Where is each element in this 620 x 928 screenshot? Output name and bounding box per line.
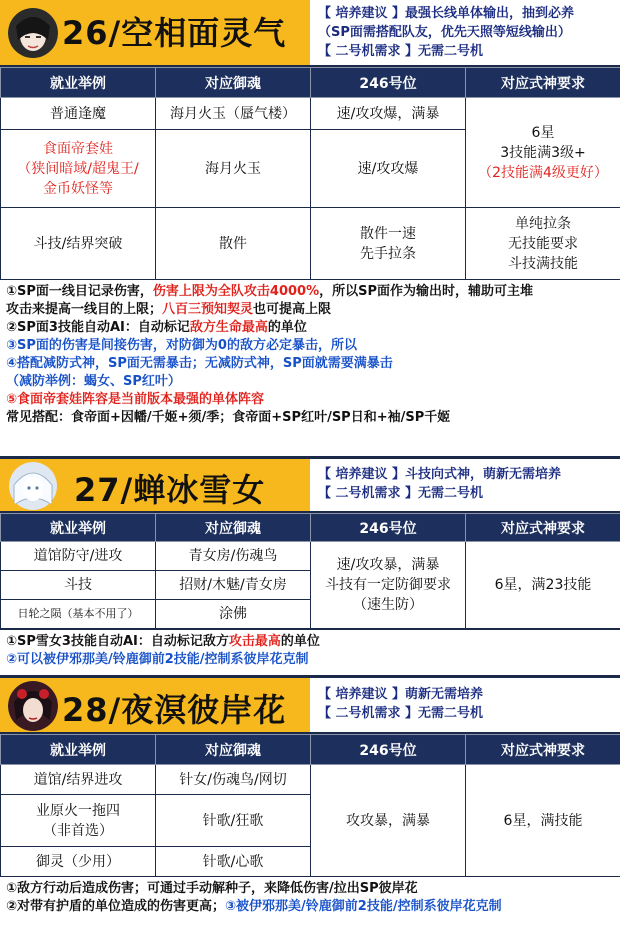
note-text: ，所以SP面作为输出时，辅助可主堆: [319, 284, 534, 299]
cell-req: 6星，满技能: [466, 765, 620, 877]
note-highlight: 伤害上限为全队攻击4000%: [152, 284, 320, 299]
note-highlight: 攻击最高: [228, 634, 281, 649]
col-header: 对应御魂: [156, 735, 311, 765]
note: ①敌方行动后造成伤害；可通过手动解种子，来降低伤害/拉出SP彼岸花: [6, 881, 418, 896]
page-title: 26/空相面灵气: [62, 14, 287, 52]
cell-example: 日轮之陨（基本不用了）: [1, 600, 156, 629]
cell-example: 普通逢魔: [1, 98, 156, 130]
cell-req: [466, 98, 620, 208]
note-text: 也可提高上限: [253, 302, 332, 317]
table-row: [1, 208, 620, 280]
advice-line: 【 培养建议 】萌新无需培养: [318, 687, 484, 702]
cell-example: 道馆/结界进攻: [1, 765, 156, 795]
avatar: [8, 6, 58, 60]
advice-box: [310, 678, 620, 734]
section-28-table: [0, 734, 620, 877]
section-28-header: [0, 678, 620, 734]
cell-soul: 招财/木魅/青女房: [156, 571, 311, 600]
avatar: [8, 680, 58, 732]
col-header: 246号位: [311, 68, 466, 98]
cell-soul: 针女/伤魂鸟/网切: [156, 765, 311, 795]
note-text: 的单位: [280, 634, 320, 649]
col-header: 就业举例: [1, 735, 156, 765]
stat-line: （速生防）: [353, 597, 423, 613]
note: 常见搭配：食帝面+因幡/千姬+须/季；食帝面+SP红叶/SP日和+袖/SP千姬: [6, 410, 451, 425]
note-text: ②对带有护盾的单位造成的伤害更高；: [6, 899, 226, 914]
cell-soul: 涂佛: [156, 600, 311, 629]
note-text: 攻击来提高一线目的上限；: [6, 302, 163, 317]
note: [6, 301, 614, 319]
note: ⑤食面帝套娃阵容是当前版本最强的单体阵容: [6, 392, 265, 407]
portrait-icon: [8, 680, 58, 732]
title-box: [0, 459, 310, 513]
note-highlight: 敌方生命最高: [189, 320, 268, 335]
advice-line: （SP面需搭配队友，优先天照等短线输出）: [318, 25, 571, 40]
col-header: 对应式神要求: [466, 514, 620, 542]
stat-line: 先手拉条: [360, 245, 416, 262]
cell-stat: [311, 542, 466, 629]
cell-req: [466, 208, 620, 280]
note-text: ②SP面3技能自动AI：自动标记: [6, 320, 190, 335]
col-header: 对应御魂: [156, 68, 311, 98]
example-line: （非首选）: [43, 822, 113, 839]
cell-stat: 速/攻攻爆: [311, 130, 466, 208]
advice-box: [310, 459, 620, 513]
title-box: [0, 0, 310, 67]
table-row: [1, 765, 620, 795]
section-27-header: [0, 459, 620, 513]
example-line: 食面帝套娃: [43, 140, 113, 157]
cell-example: 斗技: [1, 571, 156, 600]
note-highlight: 八百三预知契灵: [162, 302, 254, 317]
note-text: ①SP面一线目记录伤害，: [6, 284, 153, 299]
page-title: 27/蝉冰雪女: [74, 471, 266, 509]
note-text: ①SP雪女3技能自动AI：自动标记敌方: [6, 634, 229, 649]
cell-soul: 散件: [156, 208, 311, 280]
cell-stat: 速/攻攻爆，满暴: [311, 98, 466, 130]
note: [6, 319, 614, 337]
cell-soul: 海月火玉（蜃气楼）: [156, 98, 311, 130]
avatar: [8, 461, 58, 511]
stat-line: 斗技有一定防御要求: [325, 577, 451, 593]
cell-example: [1, 130, 156, 208]
req-line: 斗技满技能: [508, 255, 578, 272]
col-header: 246号位: [311, 514, 466, 542]
advice-line: 【 二号机需求 】无需二号机: [318, 486, 484, 501]
cell-soul: 针歌/心歌: [156, 847, 311, 877]
cell-stat: 攻攻暴，满暴: [311, 765, 466, 877]
section-27-table: [0, 513, 620, 629]
cell-example: 斗技/结界突破: [1, 208, 156, 280]
col-header: 对应御魂: [156, 514, 311, 542]
req-line: （2技能满4级更好）: [478, 164, 608, 181]
stat-line: 速/攻攻暴，满暴: [336, 557, 440, 573]
advice-box: [310, 0, 620, 67]
note-text: 的单位: [267, 320, 307, 335]
section-26: [0, 0, 620, 458]
cell-req: 6星，满23技能: [466, 542, 620, 629]
page-title: 28/夜溟彼岸花: [62, 691, 287, 729]
example-line: （狭间暗域/超鬼王/: [17, 160, 139, 177]
req-line: 单纯拉条: [515, 215, 571, 232]
col-header: 对应式神要求: [466, 68, 620, 98]
portrait-icon: [8, 461, 58, 511]
cell-example: 道馆防守/进攻: [1, 542, 156, 571]
cell-soul: 针歌/狂歌: [156, 795, 311, 847]
note-highlight: ③被伊邪那美/铃鹿御前2技能/控制系彼岸花克制: [225, 899, 502, 914]
section-28: [0, 678, 620, 928]
stat-line: 散件一速: [360, 225, 416, 242]
cell-example: [1, 795, 156, 847]
section-26-table: [0, 67, 620, 280]
advice-line: 【 培养建议 】最强长线单体输出，抽到必养: [318, 6, 575, 21]
col-header: 就业举例: [1, 68, 156, 98]
note: ③SP面的伤害是间接伤害，对防御为0的敌方必定暴击，所以: [6, 338, 357, 353]
example-line: 业原火一拖四: [36, 802, 120, 819]
note: ②可以被伊邪那美/铃鹿御前2技能/控制系彼岸花克制: [6, 652, 309, 667]
note: ④搭配减防式神，SP面无需暴击；无减防式神，SP面就需要满暴击: [6, 356, 393, 371]
section-27-notes: [0, 629, 620, 675]
advice-line: 【 二号机需求 】无需二号机: [318, 44, 484, 59]
cell-stat: [311, 208, 466, 280]
req-line: 6星: [531, 124, 555, 141]
cell-example: 御灵（少用）: [1, 847, 156, 877]
portrait-icon: [8, 6, 58, 60]
note: （减防举例：蝎女、SP红叶）: [6, 374, 181, 389]
section-28-notes: [0, 876, 620, 928]
section-26-notes: [0, 279, 620, 458]
note: [6, 283, 614, 301]
req-line: 3技能满3级+: [500, 144, 586, 161]
col-header: 246号位: [311, 735, 466, 765]
advice-line: 【 培养建议 】斗技向式神，萌新无需培养: [318, 467, 562, 482]
table-row: [1, 542, 620, 571]
section-27: [0, 459, 620, 677]
advice-line: 【 二号机需求 】无需二号机: [318, 706, 484, 721]
example-line: 金币妖怪等: [43, 180, 113, 197]
title-box: [0, 678, 310, 734]
section-26-header: [0, 0, 620, 67]
col-header: 就业举例: [1, 514, 156, 542]
req-line: 无技能要求: [508, 235, 578, 252]
note: [6, 633, 614, 651]
cell-soul: 青女房/伤魂鸟: [156, 542, 311, 571]
note: [6, 898, 614, 916]
table-row: [1, 98, 620, 130]
col-header: 对应式神要求: [466, 735, 620, 765]
cell-soul: 海月火玉: [156, 130, 311, 208]
